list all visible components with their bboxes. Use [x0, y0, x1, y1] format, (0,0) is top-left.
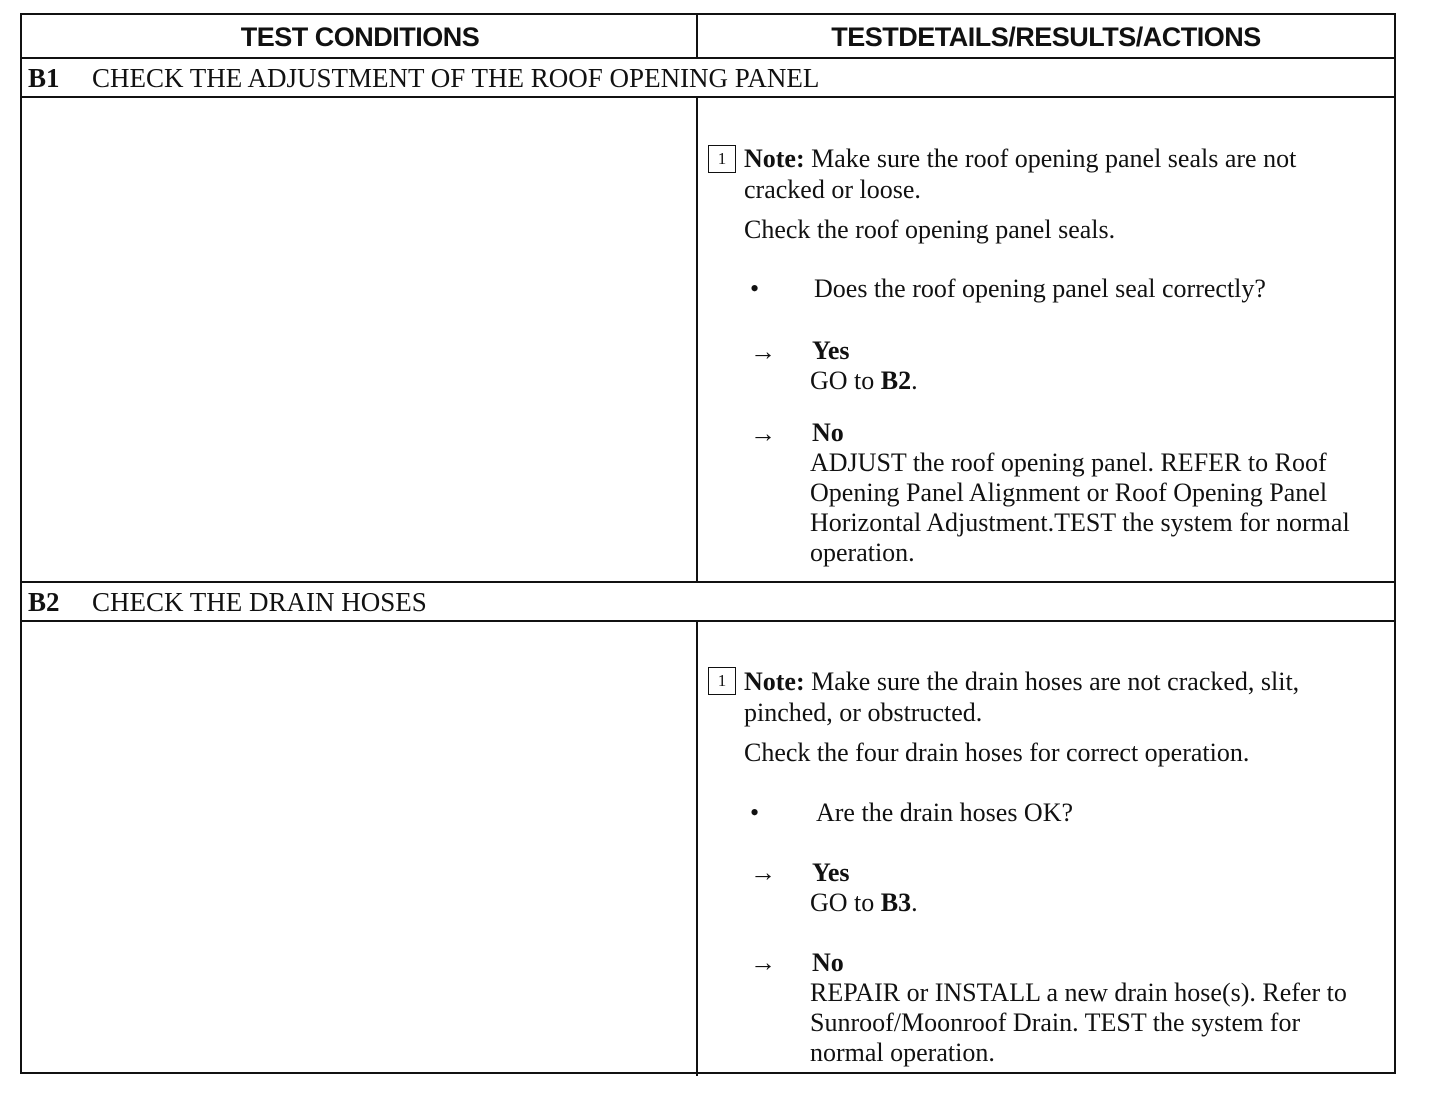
section-heading: CHECK THE DRAIN HOSES	[92, 586, 427, 617]
answer-no-action: REPAIR or INSTALL a new drain hose(s). Refer to Sunroof/Moonroof Drain. TEST the system for normal operation.	[810, 978, 1347, 1067]
instruction-text: Check the roof opening panel seals.	[744, 215, 1116, 244]
question-text: Are the drain hoses OK?	[816, 798, 1074, 827]
section-heading: CHECK THE ADJUSTMENT OF THE ROOF OPENING PANEL	[92, 62, 820, 93]
step-number-box: 1	[708, 667, 736, 695]
instruction-text: Check the four drain hoses for correct operation.	[744, 738, 1250, 767]
note-label: Note:	[744, 667, 805, 696]
column-divider	[696, 96, 698, 583]
section-id: B1	[28, 62, 60, 93]
note	[744, 666, 1364, 728]
section-title-b1	[28, 59, 819, 97]
answer-no-action: ADJUST the roof opening panel. REFER to Roof Opening Panel Alignment or Roof Opening Panel Horizontal Adjustment.TEST the system for normal operation.	[810, 448, 1350, 567]
answer-yes-action	[810, 888, 1370, 918]
answer-yes-action	[810, 366, 1370, 396]
header-test-details: TESTDETAILS/RESULTS/ACTIONS	[831, 21, 1261, 52]
arrow-right-icon: →	[750, 858, 776, 887]
goto-prefix: GO to	[810, 888, 881, 917]
answer-yes-label: Yes	[812, 858, 850, 887]
goto-target-link[interactable]: B3	[880, 888, 912, 917]
note-label: Note:	[744, 144, 805, 173]
answer-no-label: No	[812, 948, 844, 977]
arrow-right-icon: →	[750, 337, 776, 366]
goto-suffix: .	[911, 888, 918, 917]
answer-yes-label: Yes	[812, 336, 850, 365]
arrow-right-icon: →	[750, 948, 776, 977]
step-number-box: 1	[708, 145, 736, 173]
goto-suffix: .	[911, 366, 918, 395]
header-test-conditions: TEST CONDITIONS	[240, 21, 480, 52]
answer-no-label: No	[812, 418, 844, 447]
goto-prefix: GO to	[810, 366, 881, 395]
column-divider	[696, 620, 698, 1076]
bullet-icon: •	[750, 798, 760, 827]
note-text: Make sure the roof opening panel seals are not cracked or loose.	[744, 144, 1297, 204]
goto-target-link[interactable]: B2	[880, 366, 912, 395]
bullet-icon: •	[750, 274, 760, 303]
section-id: B2	[28, 586, 60, 617]
note	[744, 143, 1364, 205]
section-title-b2	[28, 583, 427, 621]
column-divider	[696, 15, 698, 59]
note-text: Make sure the drain hoses are not cracked, slit, pinched, or obstructed.	[744, 667, 1300, 727]
arrow-right-icon: →	[750, 419, 776, 448]
question-text: Does the roof opening panel seal correctly?	[814, 274, 1266, 303]
